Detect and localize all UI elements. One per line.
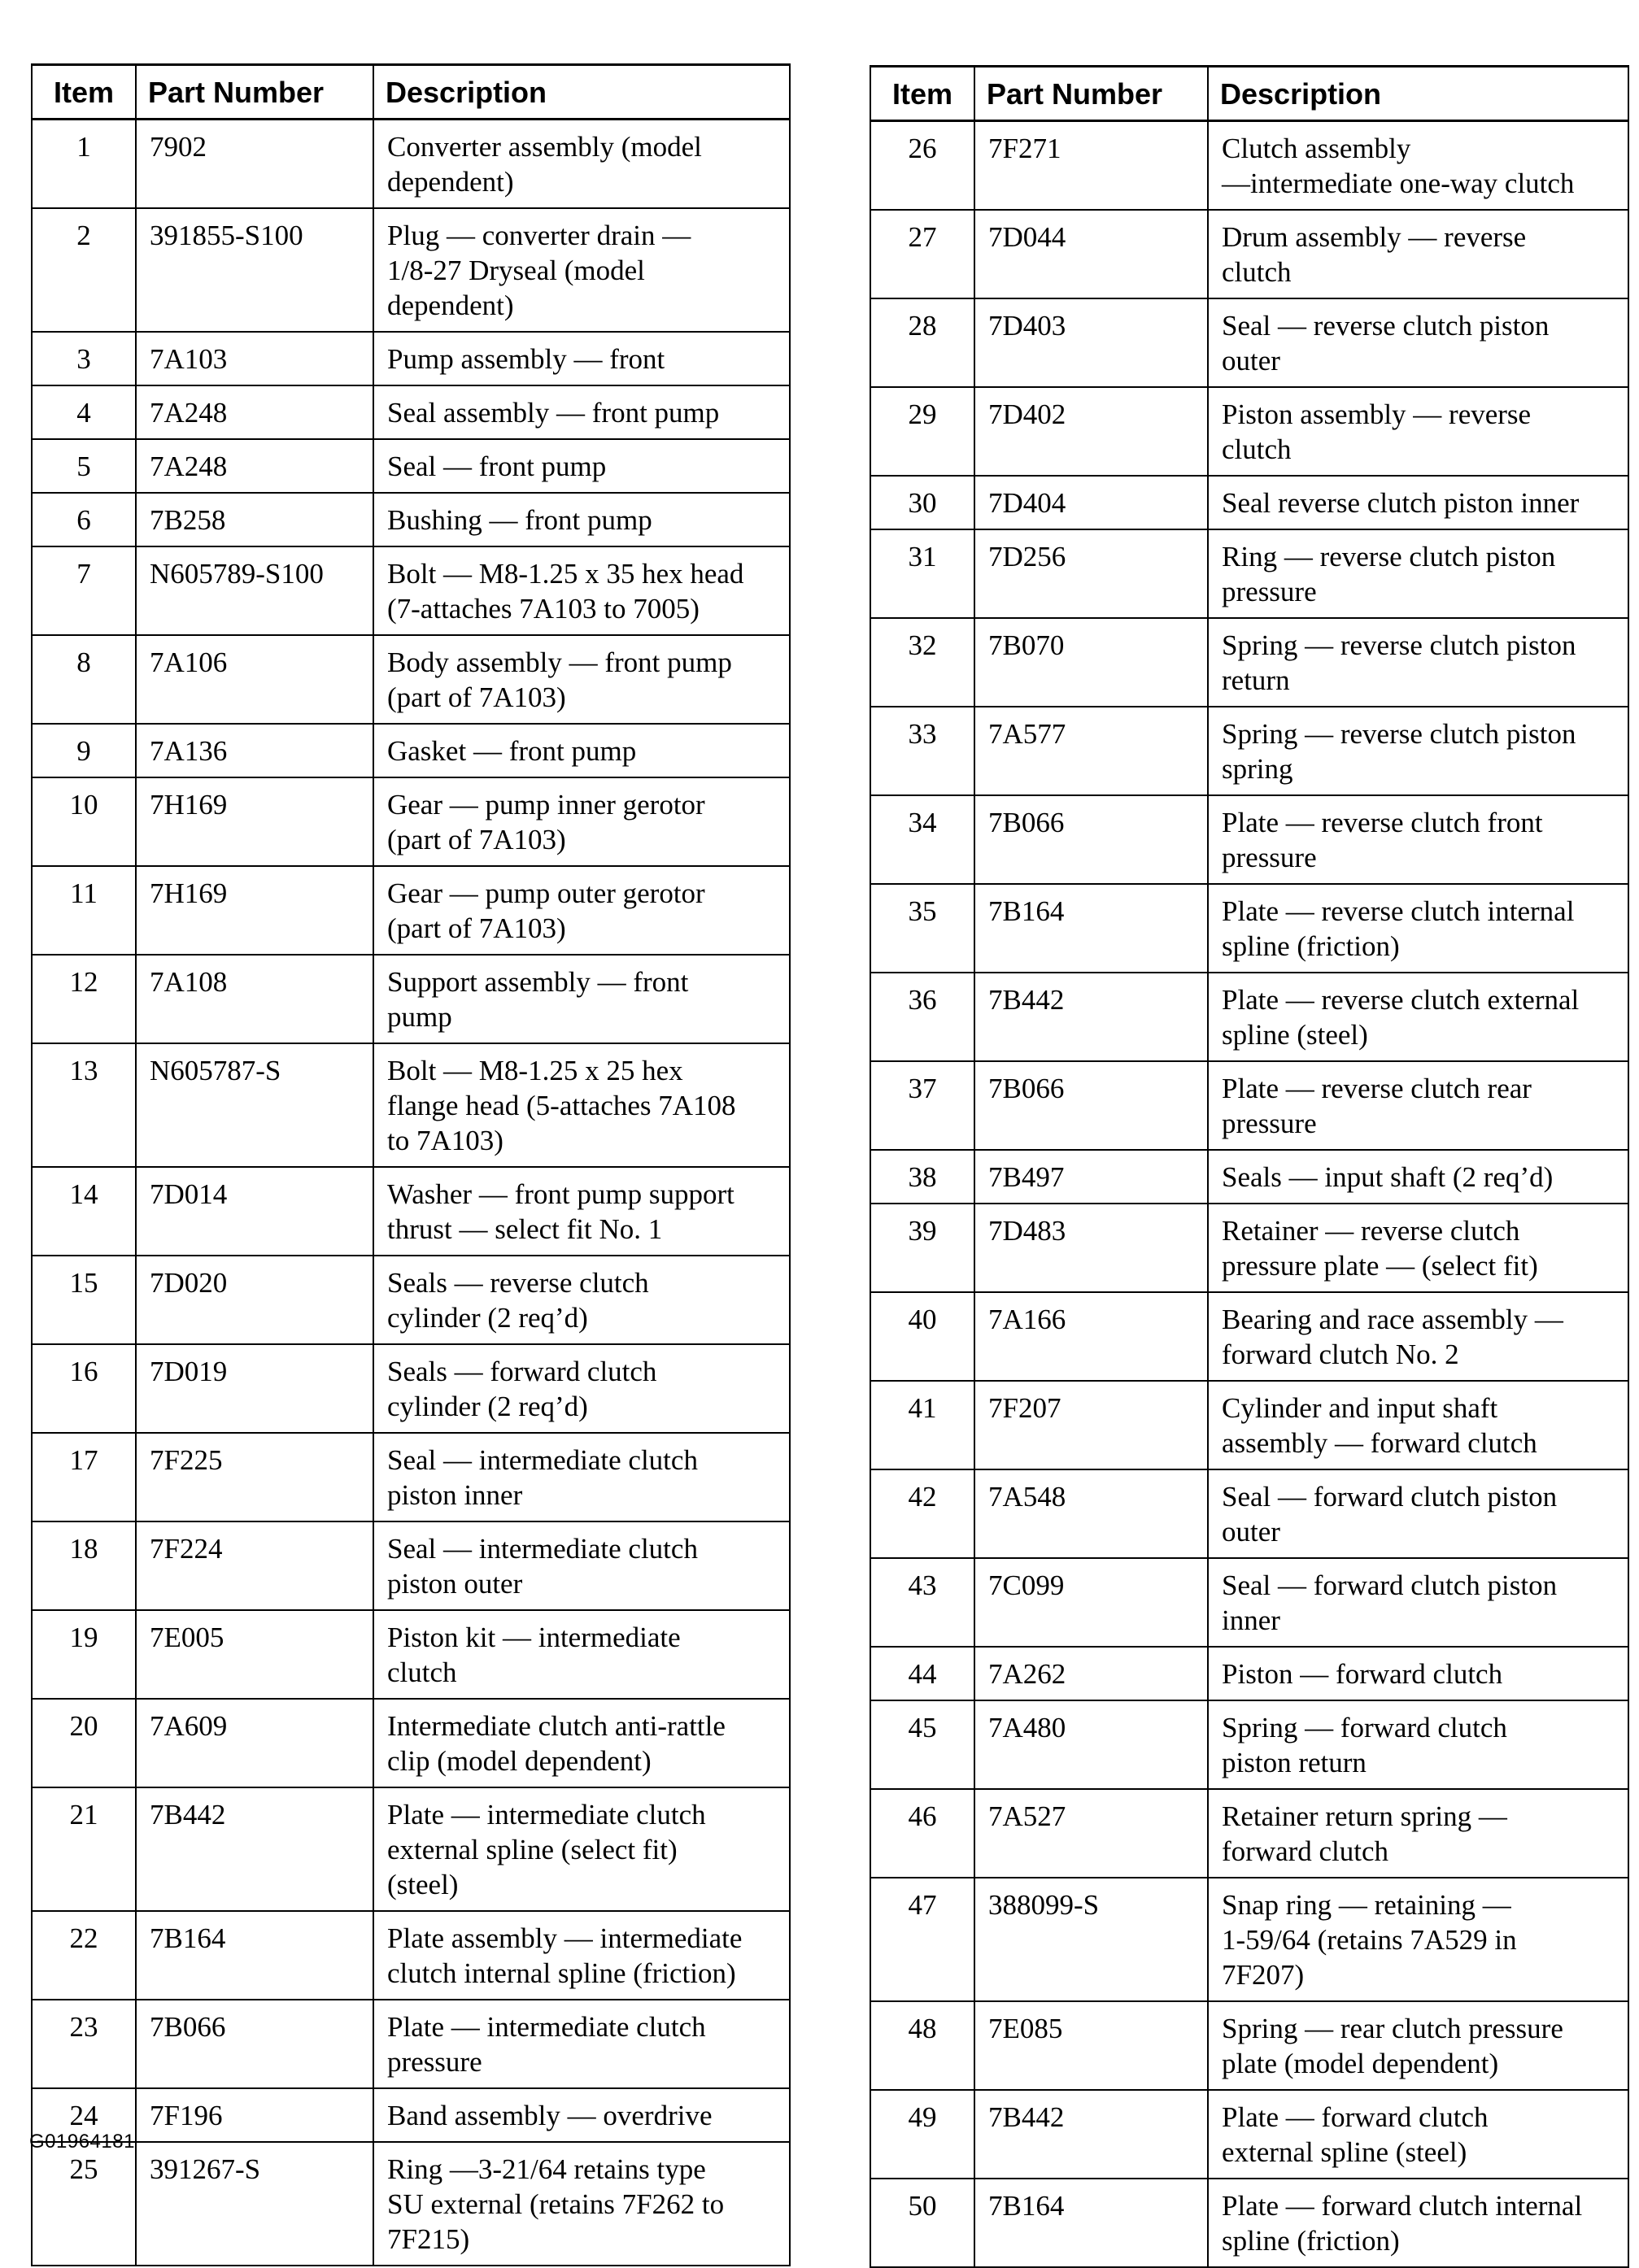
description-cell: Seal reverse clutch piston inner xyxy=(1208,476,1628,529)
part-number-cell: 7A248 xyxy=(136,385,373,439)
table-row xyxy=(870,618,1628,707)
part-number-cell: 7B442 xyxy=(974,2090,1208,2179)
part-number-cell: 7F207 xyxy=(974,1381,1208,1469)
table-row xyxy=(32,1521,790,1610)
description-cell: Cylinder and input shaft assembly — forward clutch xyxy=(1208,1381,1628,1469)
item-cell: 47 xyxy=(870,1878,974,2001)
item-cell: 36 xyxy=(870,973,974,1061)
description-cell: Plate assembly — intermediate clutch internal spline (friction) xyxy=(373,1911,790,2000)
part-number-cell: 388099-S xyxy=(974,1878,1208,2001)
item-cell: 45 xyxy=(870,1700,974,1789)
item-cell: 16 xyxy=(32,1344,136,1433)
description-cell: Bolt — M8-1.25 x 25 hex flange head (5-attaches 7A108 to 7A103) xyxy=(373,1043,790,1167)
description-cell: Spring — forward clutch piston return xyxy=(1208,1700,1628,1789)
part-number-cell: 7D256 xyxy=(974,529,1208,618)
description-cell: Spring — rear clutch pressure plate (model dependent) xyxy=(1208,2001,1628,2090)
item-cell: 12 xyxy=(32,955,136,1043)
description-cell: Ring —3-21/64 retains type SU external (retains 7F262 to 7F215) xyxy=(373,2142,790,2266)
parts-table-right xyxy=(870,65,1629,2268)
part-number-cell: 7B066 xyxy=(136,2000,373,2088)
item-cell: 14 xyxy=(32,1167,136,1256)
part-number-cell: 391855-S100 xyxy=(136,208,373,332)
part-number-cell: 7B442 xyxy=(136,1787,373,1911)
description-cell: Retainer — reverse clutch pressure plate — (select fit) xyxy=(1208,1204,1628,1292)
item-cell: 23 xyxy=(32,2000,136,2088)
description-cell: Seal — forward clutch piston inner xyxy=(1208,1558,1628,1647)
item-cell: 37 xyxy=(870,1061,974,1150)
table-row xyxy=(870,1061,1628,1150)
item-cell: 49 xyxy=(870,2090,974,2179)
part-number-cell: 7D020 xyxy=(136,1256,373,1344)
item-cell: 30 xyxy=(870,476,974,529)
item-cell: 31 xyxy=(870,529,974,618)
item-cell: 48 xyxy=(870,2001,974,2090)
part-number-cell: 7H169 xyxy=(136,866,373,955)
item-cell: 20 xyxy=(32,1699,136,1787)
table-row xyxy=(870,884,1628,973)
table-row xyxy=(870,1469,1628,1558)
item-cell: 17 xyxy=(32,1433,136,1521)
header-part-number: Part Number xyxy=(136,65,373,120)
description-cell: Seal — intermediate clutch piston inner xyxy=(373,1433,790,1521)
item-cell: 21 xyxy=(32,1787,136,1911)
part-number-cell: 7A103 xyxy=(136,332,373,385)
table-row xyxy=(32,546,790,635)
item-cell: 22 xyxy=(32,1911,136,2000)
item-cell: 35 xyxy=(870,884,974,973)
description-cell: Plug — converter drain — 1/8-27 Dryseal (model dependent) xyxy=(373,208,790,332)
item-cell: 19 xyxy=(32,1610,136,1699)
item-cell: 39 xyxy=(870,1204,974,1292)
part-number-cell: 7E085 xyxy=(974,2001,1208,2090)
part-number-cell: 7D483 xyxy=(974,1204,1208,1292)
description-cell: Ring — reverse clutch piston pressure xyxy=(1208,529,1628,618)
table-row xyxy=(870,795,1628,884)
table-row xyxy=(32,439,790,493)
description-cell: Clutch assembly —intermediate one-way clutch xyxy=(1208,121,1628,211)
table-header-row xyxy=(32,65,790,120)
part-number-cell: 7D019 xyxy=(136,1344,373,1433)
item-cell: 15 xyxy=(32,1256,136,1344)
description-cell: Seal — intermediate clutch piston outer xyxy=(373,1521,790,1610)
description-cell: Gasket — front pump xyxy=(373,724,790,777)
table-row xyxy=(32,2000,790,2088)
item-cell: 26 xyxy=(870,121,974,211)
table-row xyxy=(32,1256,790,1344)
part-number-cell: N605789-S100 xyxy=(136,546,373,635)
part-number-cell: 7B164 xyxy=(974,2179,1208,2267)
part-number-cell: 7B164 xyxy=(974,884,1208,973)
table-row xyxy=(32,120,790,209)
table-row xyxy=(870,1878,1628,2001)
part-number-cell: 7A108 xyxy=(136,955,373,1043)
description-cell: Body assembly — front pump (part of 7A103) xyxy=(373,635,790,724)
table-row xyxy=(870,707,1628,795)
item-cell: 28 xyxy=(870,298,974,387)
header-part-number: Part Number xyxy=(974,67,1208,121)
part-number-cell: 7D014 xyxy=(136,1167,373,1256)
part-number-cell: 7A548 xyxy=(974,1469,1208,1558)
description-cell: Drum assembly — reverse clutch xyxy=(1208,210,1628,298)
part-number-cell: 7A480 xyxy=(974,1700,1208,1789)
part-number-cell: 7F271 xyxy=(974,121,1208,211)
item-cell: 33 xyxy=(870,707,974,795)
table-row xyxy=(870,1647,1628,1700)
table-row xyxy=(870,387,1628,476)
item-cell: 29 xyxy=(870,387,974,476)
item-cell: 50 xyxy=(870,2179,974,2267)
part-number-cell: 7D403 xyxy=(974,298,1208,387)
description-cell: Snap ring — retaining — 1-59/64 (retains 7A529 in 7F207) xyxy=(1208,1878,1628,2001)
description-cell: Bolt — M8-1.25 x 35 hex head (7-attaches 7A103 to 7005) xyxy=(373,546,790,635)
part-number-cell: 7A577 xyxy=(974,707,1208,795)
description-cell: Support assembly — front pump xyxy=(373,955,790,1043)
table-row xyxy=(32,385,790,439)
item-cell: 38 xyxy=(870,1150,974,1204)
item-cell: 13 xyxy=(32,1043,136,1167)
part-number-cell: 7A166 xyxy=(974,1292,1208,1381)
part-number-cell: 7B070 xyxy=(974,618,1208,707)
table-row xyxy=(32,332,790,385)
table-row xyxy=(32,1344,790,1433)
table-row xyxy=(870,1150,1628,1204)
table-row xyxy=(870,476,1628,529)
description-cell: Plate — intermediate clutch external spline (select fit) (steel) xyxy=(373,1787,790,1911)
table-row xyxy=(32,635,790,724)
description-cell: Spring — reverse clutch piston return xyxy=(1208,618,1628,707)
table-row xyxy=(32,724,790,777)
item-cell: 34 xyxy=(870,795,974,884)
item-cell: 42 xyxy=(870,1469,974,1558)
table-row xyxy=(870,1789,1628,1878)
item-cell: 6 xyxy=(32,493,136,546)
item-cell: 9 xyxy=(32,724,136,777)
description-cell: Seal — front pump xyxy=(373,439,790,493)
part-number-cell: 391267-S xyxy=(136,2142,373,2266)
parts-table-left-body xyxy=(32,120,790,2266)
table-row xyxy=(870,1381,1628,1469)
part-number-cell: 7B442 xyxy=(974,973,1208,1061)
item-cell: 27 xyxy=(870,210,974,298)
description-cell: Converter assembly (model dependent) xyxy=(373,120,790,209)
table-row xyxy=(870,1558,1628,1647)
description-cell: Seals — forward clutch cylinder (2 req’d) xyxy=(373,1344,790,1433)
description-cell: Pump assembly — front xyxy=(373,332,790,385)
item-cell: 2 xyxy=(32,208,136,332)
item-cell: 10 xyxy=(32,777,136,866)
item-cell: 4 xyxy=(32,385,136,439)
description-cell: Gear — pump inner gerotor (part of 7A103) xyxy=(373,777,790,866)
description-cell: Washer — front pump support thrust — select fit No. 1 xyxy=(373,1167,790,1256)
table-row xyxy=(870,973,1628,1061)
part-number-cell: 7B066 xyxy=(974,795,1208,884)
table-row xyxy=(870,1204,1628,1292)
part-number-cell: 7D044 xyxy=(974,210,1208,298)
header-item: Item xyxy=(32,65,136,120)
table-row xyxy=(32,1911,790,2000)
description-cell: Spring — reverse clutch piston spring xyxy=(1208,707,1628,795)
part-number-cell: 7F225 xyxy=(136,1433,373,1521)
description-cell: Plate — forward clutch internal spline (friction) xyxy=(1208,2179,1628,2267)
description-cell: Piston assembly — reverse clutch xyxy=(1208,387,1628,476)
part-number-cell: 7B066 xyxy=(974,1061,1208,1150)
description-cell: Gear — pump outer gerotor (part of 7A103) xyxy=(373,866,790,955)
table-row xyxy=(32,1699,790,1787)
item-cell: 11 xyxy=(32,866,136,955)
table-row xyxy=(32,2142,790,2266)
description-cell: Plate — forward clutch external spline (steel) xyxy=(1208,2090,1628,2179)
part-number-cell: N605787-S xyxy=(136,1043,373,1167)
table-row xyxy=(870,2090,1628,2179)
description-cell: Seal — reverse clutch piston outer xyxy=(1208,298,1628,387)
header-description: Description xyxy=(373,65,790,120)
part-number-cell: 7B258 xyxy=(136,493,373,546)
table-header-row xyxy=(870,67,1628,121)
table-row xyxy=(32,1167,790,1256)
header-description: Description xyxy=(1208,67,1628,121)
item-cell: 44 xyxy=(870,1647,974,1700)
description-cell: Piston kit — intermediate clutch xyxy=(373,1610,790,1699)
description-cell: Bearing and race assembly — forward clutch No. 2 xyxy=(1208,1292,1628,1381)
description-cell: Seals — reverse clutch cylinder (2 req’d) xyxy=(373,1256,790,1344)
description-cell: Plate — reverse clutch rear pressure xyxy=(1208,1061,1628,1150)
table-row xyxy=(32,1433,790,1521)
part-number-cell: 7A248 xyxy=(136,439,373,493)
part-number-cell: 7A106 xyxy=(136,635,373,724)
description-cell: Piston — forward clutch xyxy=(1208,1647,1628,1700)
description-cell: Plate — reverse clutch external spline (steel) xyxy=(1208,973,1628,1061)
table-row xyxy=(32,1043,790,1167)
table-row xyxy=(870,1700,1628,1789)
item-cell: 3 xyxy=(32,332,136,385)
item-cell: 25 xyxy=(32,2142,136,2266)
part-number-cell: 7902 xyxy=(136,120,373,209)
description-cell: Seal assembly — front pump xyxy=(373,385,790,439)
description-cell: Retainer return spring — forward clutch xyxy=(1208,1789,1628,1878)
part-number-cell: 7F196 xyxy=(136,2088,373,2142)
item-cell: 46 xyxy=(870,1789,974,1878)
part-number-cell: 7C099 xyxy=(974,1558,1208,1647)
table-row xyxy=(870,121,1628,211)
part-number-cell: 7D402 xyxy=(974,387,1208,476)
item-cell: 40 xyxy=(870,1292,974,1381)
table-row xyxy=(870,1292,1628,1381)
table-row xyxy=(32,493,790,546)
item-cell: 5 xyxy=(32,439,136,493)
item-cell: 1 xyxy=(32,120,136,209)
table-row xyxy=(32,1787,790,1911)
table-row xyxy=(870,2001,1628,2090)
description-cell: Plate — reverse clutch internal spline (friction) xyxy=(1208,884,1628,973)
description-cell: Plate — intermediate clutch pressure xyxy=(373,2000,790,2088)
table-row xyxy=(870,210,1628,298)
item-cell: 18 xyxy=(32,1521,136,1610)
description-cell: Band assembly — overdrive xyxy=(373,2088,790,2142)
description-cell: Plate — reverse clutch front pressure xyxy=(1208,795,1628,884)
description-cell: Seal — forward clutch piston outer xyxy=(1208,1469,1628,1558)
part-number-cell: 7A136 xyxy=(136,724,373,777)
table-row xyxy=(32,1610,790,1699)
item-cell: 7 xyxy=(32,546,136,635)
table-row xyxy=(870,298,1628,387)
part-number-cell: 7A262 xyxy=(974,1647,1208,1700)
table-row xyxy=(870,2179,1628,2267)
table-row xyxy=(32,866,790,955)
item-cell: 41 xyxy=(870,1381,974,1469)
item-cell: 8 xyxy=(32,635,136,724)
part-number-cell: 7F224 xyxy=(136,1521,373,1610)
table-row xyxy=(32,955,790,1043)
header-item: Item xyxy=(870,67,974,121)
figure-id: G01964181 xyxy=(29,2131,135,2153)
parts-table-left xyxy=(31,63,791,2266)
description-cell: Seals — input shaft (2 req’d) xyxy=(1208,1150,1628,1204)
part-number-cell: 7A527 xyxy=(974,1789,1208,1878)
item-cell: 32 xyxy=(870,618,974,707)
part-number-cell: 7D404 xyxy=(974,476,1208,529)
part-number-cell: 7E005 xyxy=(136,1610,373,1699)
table-row xyxy=(32,208,790,332)
part-number-cell: 7B497 xyxy=(974,1150,1208,1204)
table-row xyxy=(32,2088,790,2142)
part-number-cell: 7B164 xyxy=(136,1911,373,2000)
part-number-cell: 7A609 xyxy=(136,1699,373,1787)
description-cell: Intermediate clutch anti-rattle clip (model dependent) xyxy=(373,1699,790,1787)
description-cell: Bushing — front pump xyxy=(373,493,790,546)
item-cell: 43 xyxy=(870,1558,974,1647)
parts-table-right-body xyxy=(870,121,1628,2268)
table-row xyxy=(870,529,1628,618)
item-cell: 24 xyxy=(32,2088,136,2142)
part-number-cell: 7H169 xyxy=(136,777,373,866)
table-row xyxy=(32,777,790,866)
